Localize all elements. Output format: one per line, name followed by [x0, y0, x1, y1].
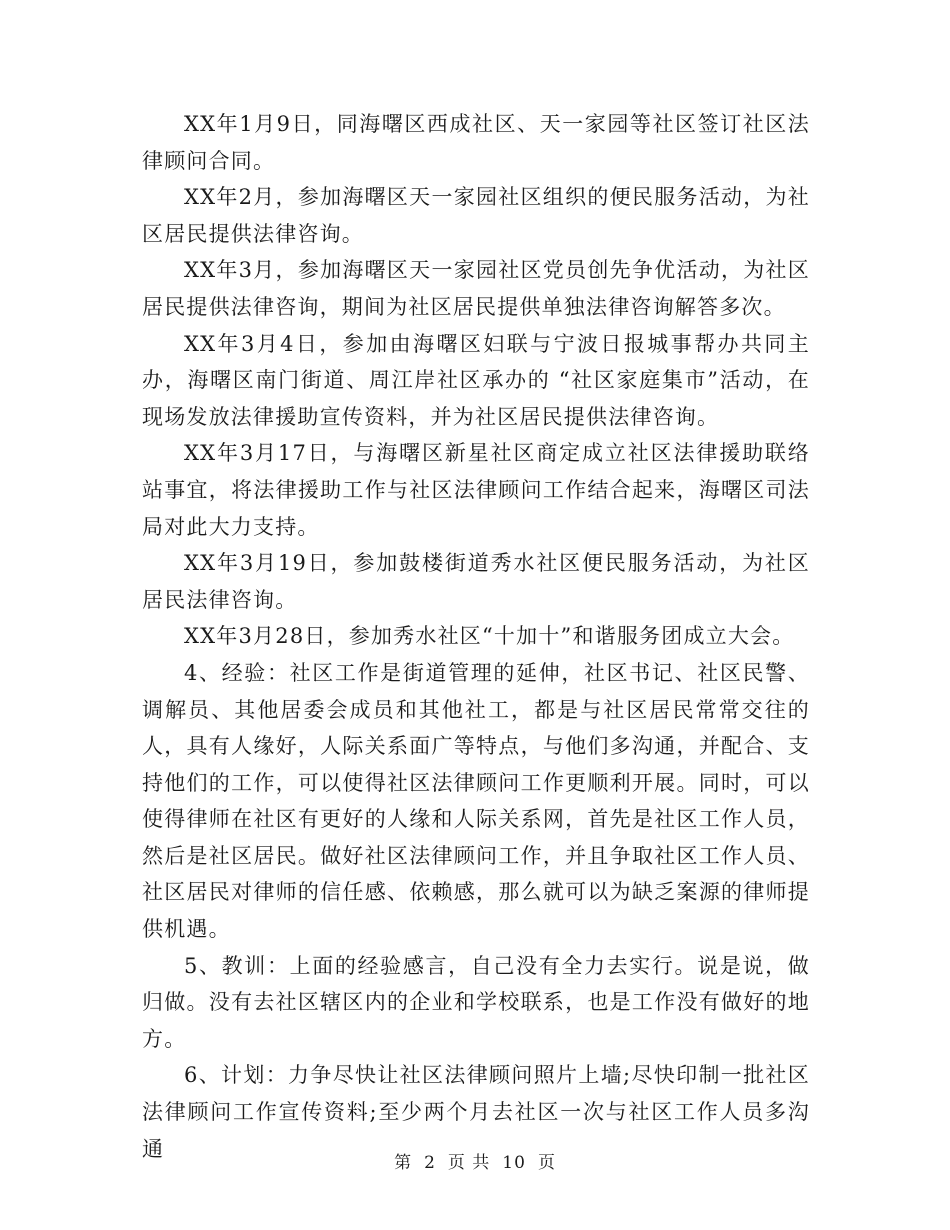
paragraph-6: XX年3月19日，参加鼓楼街道秀水社区便民服务活动，为社区居民法律咨询。	[142, 551, 810, 612]
footer-prefix: 第	[394, 1153, 413, 1173]
footer-page-number: 2	[424, 1153, 436, 1173]
paragraph-4: XX年3月4日，参加由海曙区妇联与宁波日报城事帮办共同主办，海曙区南门街道、周江岸社区承办的 “社区家庭集市”活动，在现场发放法律援助宣传资料，并为社区居民提供法律咨询。	[142, 331, 810, 429]
page-footer	[0, 1148, 950, 1173]
paragraph-1: XX年1月9日，同海曙区西成社区、天一家园等社区签订社区法律顾问合同。	[142, 112, 810, 173]
paragraph-plan: 6、计划：力争尽快让社区法律顾问照片上墙;尽快印制一批社区法律顾问工作宣传资料;至少两个月去社区一次与社区工作人员多沟通	[142, 1063, 810, 1161]
document-body	[142, 106, 810, 1167]
paragraph-3: XX年3月，参加海曙区天一家园社区党员创先争优活动，为社区居民提供法律咨询，期间为社区居民提供单独法律咨询解答多次。	[142, 258, 810, 319]
paragraph-7: XX年3月28日，参加秀水社区“十加十”和谐服务团成立大会。	[184, 624, 795, 649]
paragraph-experience: 4、经验：社区工作是街道管理的延伸，社区书记、社区民警、调解员、其他居委会成员和其他社工，都是与社区居民常常交往的人，具有人缘好，人际关系面广等特点，与他们多沟通，并配合、支持他们的工作，可以使得社区法律顾问工作更顺利开展。同时，可以使得律师在社区有更好的人缘和人际关系网，首先是社区工作人员，然后是社区居民。做好社区法律顾问工作，并且争取社区工作人员、社区居民对律师的信任感、依赖感，那么就可以为缺乏案源的律师提供机遇。	[142, 660, 810, 942]
paragraph-5: XX年3月17日，与海曙区新星社区商定成立社区法律援助联络站事宜，将法律援助工作与社区法律顾问工作结合起来，海曙区司法局对此大力支持。	[142, 441, 810, 539]
paragraph-2: XX年2月，参加海曙区天一家园社区组织的便民服务活动，为社区居民提供法律咨询。	[142, 185, 810, 246]
footer-suffix: 页	[537, 1153, 556, 1173]
footer-middle: 页 共	[447, 1153, 491, 1173]
paragraph-lessons: 5、教训：上面的经验感言，自己没有全力去实行。说是说，做归做。没有去社区辖区内的企业和学校联系，也是工作没有做好的地方。	[142, 953, 810, 1051]
footer-total-pages: 10	[502, 1153, 526, 1173]
